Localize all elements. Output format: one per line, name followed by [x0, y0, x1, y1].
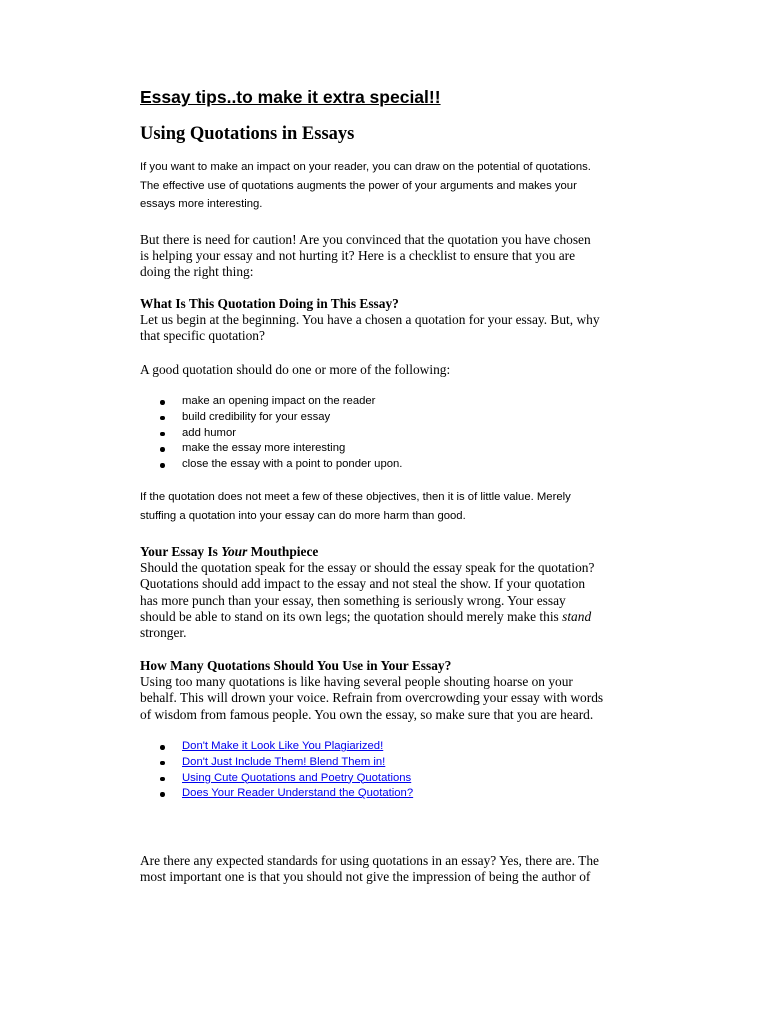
list-item	[140, 786, 413, 802]
list-item	[140, 441, 402, 457]
caution-line: is helping your essay and not hurting it? Here is a checklist to ensure that you are	[140, 248, 576, 264]
section-line: that specific quotation?	[140, 328, 265, 344]
list-item	[140, 410, 402, 426]
list-item	[140, 739, 413, 755]
section-line: stronger.	[140, 625, 187, 641]
bullet-icon	[160, 761, 165, 766]
list-item	[140, 771, 413, 787]
related-link[interactable]: Using Cute Quotations and Poetry Quotations	[182, 771, 412, 784]
list-item	[140, 394, 402, 410]
section-line: Quotations should add impact to the essay and not steal the show. If your quotation	[140, 576, 586, 592]
essay-tips-title: Essay tips..to make it extra special!!	[140, 87, 441, 107]
objectives-line: stuffing a quotation into your essay can do more harm than good.	[140, 509, 466, 522]
bullet-icon	[160, 432, 165, 437]
section-line: Using too many quotations is like having several people shouting hoarse on your	[140, 674, 573, 690]
line-emphasis: stand	[562, 608, 592, 624]
intro-line: The effective use of quotations augments the power of your arguments and makes your	[140, 179, 577, 192]
list-item-label: make the essay more interesting	[182, 442, 346, 455]
standards-line: most important one is that you should not give the impression of being the author of	[140, 869, 591, 885]
heading-part: Your Essay Is	[140, 544, 222, 559]
section-line: behalf. This will drown your voice. Refrain from overcrowding your essay with words	[140, 690, 604, 706]
section-line: Let us begin at the beginning. You have a chosen a quotation for your essay. But, why	[140, 312, 600, 328]
objectives-list	[140, 394, 402, 473]
list-item-label: make an opening impact on the reader	[182, 395, 376, 407]
list-item-label: close the essay with a point to ponder upon.	[182, 458, 403, 471]
list-item	[140, 457, 402, 473]
section-mouthpiece	[140, 544, 635, 641]
page-title: Using Quotations in Essays	[140, 124, 355, 144]
heading-part: Mouthpiece	[247, 544, 319, 559]
bullet-icon	[160, 463, 165, 468]
intro-paragraph	[140, 158, 635, 214]
bullet-icon	[160, 400, 165, 405]
section-line	[140, 609, 635, 625]
caution-line: But there is need for caution! Are you convinced that the quotation you have chosen	[140, 232, 591, 247]
standards-line: Are there any expected standards for using quotations in an essay? Yes, there are. The	[140, 853, 599, 868]
intro-line: essays more interesting.	[140, 198, 263, 210]
section-heading: What Is This Quotation Doing in This Essay?	[140, 296, 399, 311]
line-part: should be able to stand on its own legs; the quotation should merely make this	[140, 608, 563, 624]
heading-emphasis: Your	[221, 544, 248, 559]
bullet-icon	[160, 416, 165, 421]
section-line: of wisdom from famous people. You own the essay, so make sure that you are heard.	[140, 706, 594, 722]
related-links-list	[140, 739, 413, 802]
list-item	[140, 426, 402, 442]
section-line: Should the quotation speak for the essay or should the essay speak for the quotation?	[140, 560, 595, 576]
related-link[interactable]: Does Your Reader Understand the Quotation?	[182, 787, 414, 800]
section-how-many	[140, 658, 635, 723]
list-item-label: add humor	[182, 426, 237, 439]
list-item	[140, 755, 413, 771]
section-heading: How Many Quotations Should You Use in Your Essay?	[140, 658, 452, 673]
caution-line: doing the right thing:	[140, 264, 254, 280]
section-heading	[140, 544, 635, 560]
bullet-icon	[160, 447, 165, 452]
standards-paragraph	[140, 853, 635, 885]
section-line: has more punch than your essay, then something is seriously wrong. Your essay	[140, 592, 566, 608]
list-item-label: build credibility for your essay	[182, 410, 331, 423]
bullet-icon	[160, 777, 165, 782]
objectives-line: If the quotation does not meet a few of these objectives, then it is of little value. Merely	[140, 491, 571, 503]
good-quotation-intro: A good quotation should do one or more of the following:	[140, 362, 451, 377]
bullet-icon	[160, 745, 165, 750]
related-link[interactable]: Don't Just Include Them! Blend Them in!	[182, 755, 386, 768]
related-link[interactable]: Don't Make it Look Like You Plagiarized!	[182, 740, 384, 752]
section-quotation-purpose	[140, 296, 635, 345]
intro-line: If you want to make an impact on your reader, you can draw on the potential of quotations.	[140, 161, 591, 173]
objectives-paragraph	[140, 488, 635, 525]
bullet-icon	[160, 792, 165, 797]
caution-paragraph	[140, 232, 635, 281]
